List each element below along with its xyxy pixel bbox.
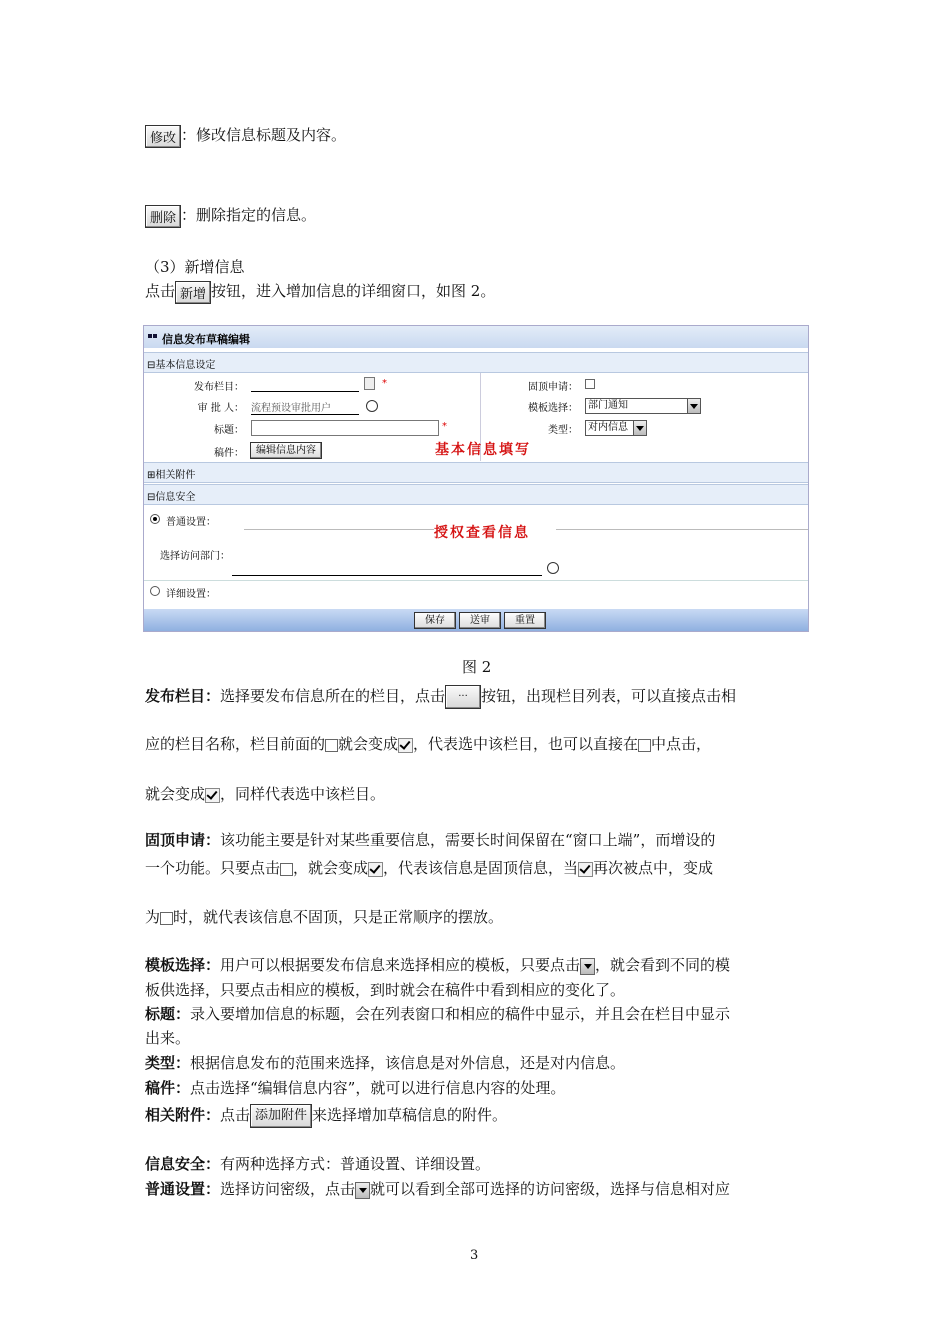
page-number: 3	[470, 1248, 479, 1263]
para-title-2: 出来。	[145, 1029, 191, 1047]
text: 中点击，	[651, 735, 712, 753]
dropdown-arrow-icon	[580, 958, 595, 975]
text: 一个功能。只要点击	[145, 859, 281, 877]
click-text: 点击	[145, 282, 176, 300]
delete-desc: ：删除指定的信息。	[181, 206, 317, 224]
para-security	[145, 1154, 807, 1174]
type-value: 对内信息	[588, 422, 628, 433]
dropdown-arrow-icon[interactable]	[687, 399, 700, 413]
checkbox-unchecked-icon	[638, 739, 651, 752]
checkbox-checked-icon	[205, 788, 220, 803]
section-security[interactable]	[144, 484, 808, 505]
para-normal	[145, 1179, 807, 1199]
text: ，代表该信息是固顶信息，当	[383, 859, 579, 877]
text: 就会变成	[338, 735, 399, 753]
para-label: 发布栏目：	[145, 687, 221, 705]
new-row	[145, 280, 495, 304]
save-button[interactable]: 保存	[414, 612, 456, 629]
para-pin-3	[145, 907, 807, 927]
text: 为	[145, 908, 161, 926]
grid-icon	[153, 334, 157, 338]
title-input[interactable]	[251, 420, 439, 436]
template-select[interactable]	[585, 398, 701, 414]
annotation-line	[556, 529, 808, 530]
checkbox-checked-icon	[398, 738, 413, 753]
para-label: 类型：	[145, 1054, 191, 1072]
send-review-button[interactable]: 送审	[459, 612, 501, 629]
grid-icon	[148, 334, 152, 338]
modify-button[interactable]: 修改	[145, 125, 181, 148]
checkbox-checked-icon	[578, 862, 593, 877]
text: 选择要发布信息所在的栏目，点击	[220, 687, 446, 705]
text: 根据信息发布的范围来选择，该信息是对外信息，还是对内信息。	[190, 1054, 626, 1072]
text: 用户可以根据要发布信息来选择相应的模板，只要点击	[220, 956, 581, 974]
para-column	[145, 685, 807, 709]
checkbox-checked-icon	[368, 862, 383, 877]
required-star: *	[382, 378, 387, 389]
annotation-auth: 授权查看信息	[434, 525, 530, 541]
normal-setting-label: 普通设置：	[166, 517, 216, 528]
label-draft: 稿件：	[214, 448, 244, 459]
delete-row	[145, 204, 316, 228]
text: 时，就代表该信息不固顶，只是正常顺序的摆放。	[173, 908, 504, 926]
edit-content-button[interactable]: 编辑信息内容	[250, 442, 322, 459]
add-attachment-button[interactable]: 添加附件	[250, 1104, 312, 1128]
label-title: 标题：	[214, 425, 244, 436]
para-draft	[145, 1078, 807, 1098]
para-title	[145, 1004, 807, 1024]
text: 就会变成	[145, 785, 206, 803]
text: 来选择增加草稿信息的附件。	[312, 1106, 508, 1124]
select-dept-label: 选择访问部门：	[160, 551, 230, 562]
modify-row	[145, 124, 346, 148]
pin-checkbox[interactable]	[585, 379, 595, 389]
para-pin-2	[145, 858, 807, 878]
modify-desc: ：修改信息标题及内容。	[181, 126, 347, 144]
figure-title: 信息发布草稿编辑	[162, 333, 250, 346]
figure-titlebar	[144, 326, 808, 348]
text: 应的栏目名称，栏目前面的	[145, 735, 326, 753]
dots-button[interactable]: ···	[445, 685, 481, 709]
type-select[interactable]	[585, 420, 647, 436]
text: 再次被点中，变成	[593, 859, 714, 877]
reset-button[interactable]: 重置	[504, 612, 546, 629]
para-label: 模板选择：	[145, 956, 221, 974]
radio-normal[interactable]	[150, 514, 160, 524]
search-icon[interactable]	[547, 562, 559, 574]
annotation-line	[244, 529, 434, 530]
figure-caption: 图 2	[462, 658, 492, 676]
para-attach	[145, 1104, 807, 1128]
para-column-3	[145, 784, 807, 804]
template-value: 部门通知	[588, 400, 628, 411]
para-template-2: 板供选择，只要点击相应的模板，到时就会在稿件中看到相应的变化了。	[145, 981, 626, 999]
figure-2	[143, 325, 809, 632]
para-label: 标题：	[145, 1005, 191, 1023]
dropdown-arrow-icon	[355, 1182, 370, 1199]
section-attach-label: ⊞相关附件	[147, 470, 196, 481]
label-approver: 审 批 人：	[197, 403, 244, 414]
para-label: 信息安全：	[145, 1155, 221, 1173]
section-basic-label: ⊟基本信息设定	[147, 360, 216, 371]
section-attach[interactable]	[144, 462, 808, 483]
label-column: 发布栏目：	[194, 382, 244, 393]
text: ，同样代表选中该栏目。	[220, 785, 386, 803]
column-input[interactable]	[251, 391, 359, 392]
document-icon[interactable]	[364, 377, 375, 390]
text: ，代表选中该栏目，也可以直接在	[413, 735, 639, 753]
new-button[interactable]: 新增	[175, 281, 211, 304]
text: 录入要增加信息的标题，会在列表窗口和相应的稿件中显示，并且会在栏目中显示	[190, 1005, 731, 1023]
dept-input[interactable]	[232, 575, 542, 576]
text: 有两种选择方式：普通设置、详细设置。	[220, 1155, 491, 1173]
checkbox-unchecked-icon	[325, 739, 338, 752]
text: 就可以看到全部可选择的访问密级，选择与信息相对应	[370, 1180, 731, 1198]
text: 按钮，出现栏目列表，可以直接点击相	[481, 687, 737, 705]
para-label: 普通设置：	[145, 1180, 221, 1198]
dropdown-arrow-icon[interactable]	[633, 421, 646, 435]
required-star: *	[442, 421, 447, 432]
para-pin	[145, 830, 807, 850]
section-title: （3）新增信息	[145, 258, 245, 276]
label-pin: 固顶申请：	[528, 382, 578, 393]
para-column-2	[145, 734, 807, 754]
text: 选择访问密级，点击	[220, 1180, 356, 1198]
search-user-icon[interactable]	[366, 400, 378, 412]
action-bar	[144, 609, 808, 631]
delete-button[interactable]: 删除	[145, 205, 181, 228]
label-template: 模板选择：	[528, 403, 578, 414]
para-type	[145, 1053, 807, 1073]
text: ，就会看到不同的模	[595, 956, 731, 974]
para-label: 固顶申请：	[145, 831, 221, 849]
annotation-basic: 基本信息填写	[435, 442, 531, 458]
para-label: 相关附件：	[145, 1106, 221, 1124]
approver-input[interactable]: 流程预设审批用户	[251, 399, 359, 415]
detail-setting-label: 详细设置：	[166, 589, 216, 600]
radio-detail[interactable]	[150, 586, 160, 596]
checkbox-unchecked-icon	[160, 912, 173, 925]
section-security-label: ⊟信息安全	[147, 492, 196, 503]
checkbox-unchecked-icon	[280, 863, 293, 876]
para-label: 稿件：	[145, 1079, 191, 1097]
label-type: 类型：	[548, 425, 578, 436]
text: ，就会变成	[293, 859, 369, 877]
para-template	[145, 955, 807, 975]
text: 点击	[220, 1106, 251, 1124]
text: 该功能主要是针对某些重要信息，需要长时间保留在“窗口上端”，而增设的	[220, 831, 716, 849]
text: 点击选择“编辑信息内容”，就可以进行信息内容的处理。	[190, 1079, 566, 1097]
new-desc: 按钮，进入增加信息的详细窗口，如图 2。	[211, 282, 496, 300]
section-basic[interactable]	[144, 352, 808, 373]
divider	[144, 580, 808, 581]
